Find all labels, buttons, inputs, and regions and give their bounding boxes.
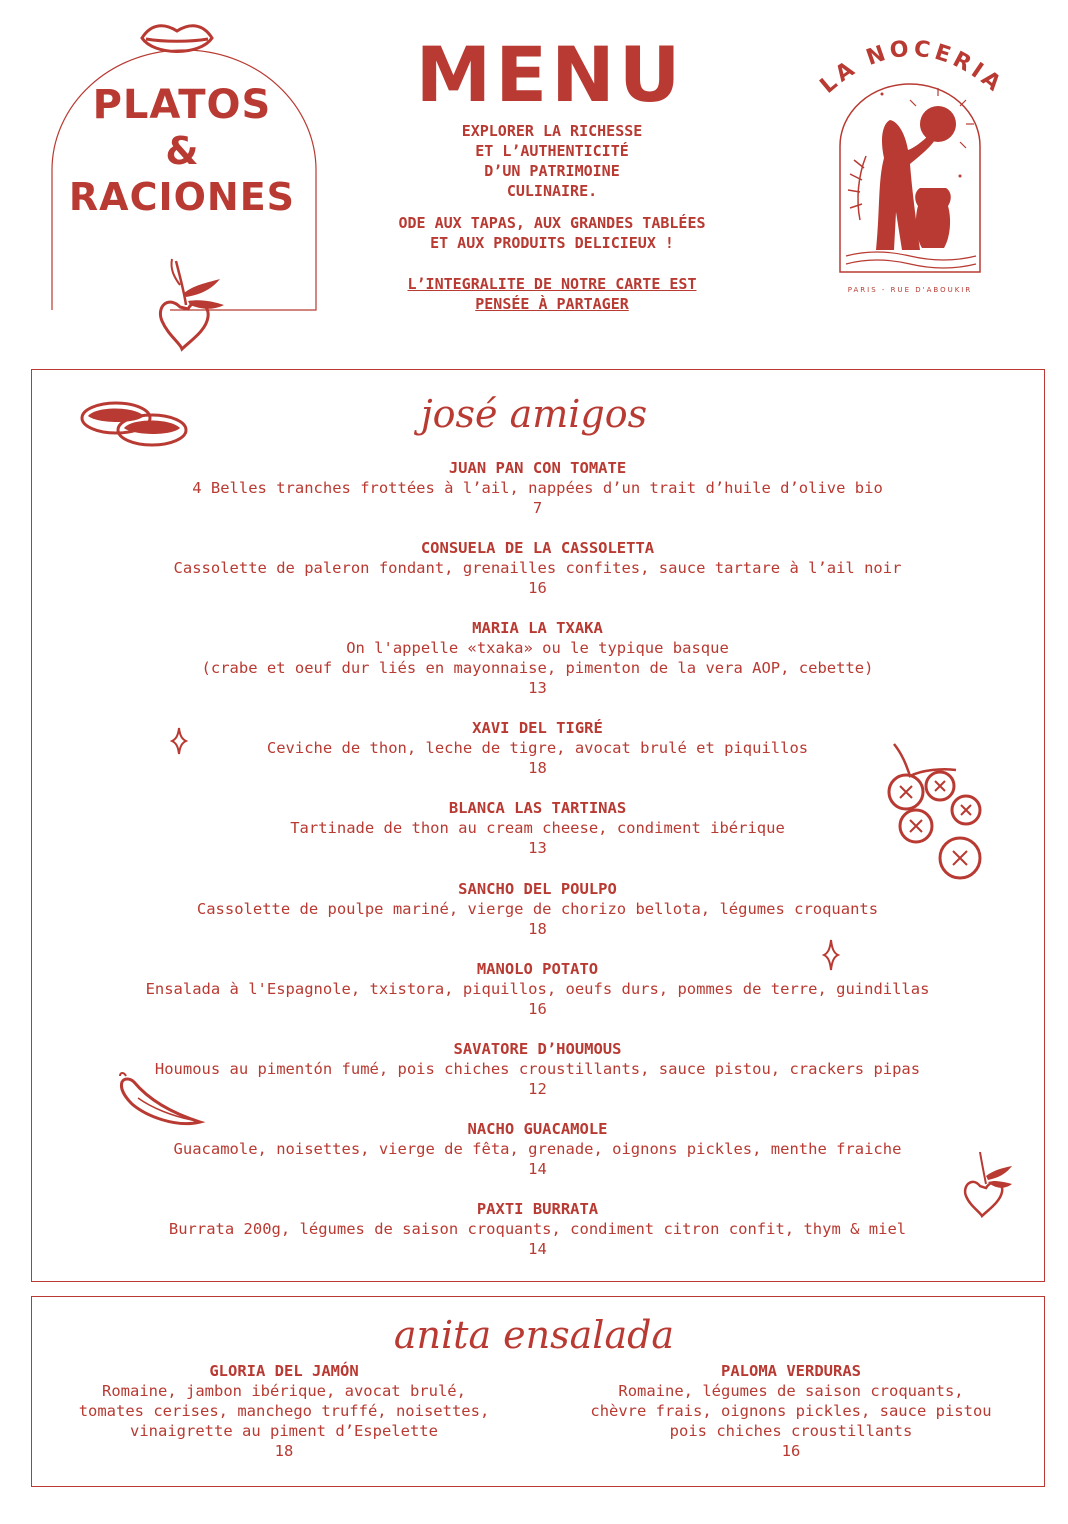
- dish-price: 12: [528, 1080, 547, 1098]
- intro-text-2: ODE AUX TAPAS, AUX GRANDES TABLÉES ET AUX PRODUITS DELICIEUX !: [398, 214, 706, 252]
- dish-item: [60, 959, 1015, 1019]
- dish-price: 14: [528, 1240, 547, 1258]
- lips-icon: [138, 18, 216, 62]
- dish-price: 13: [528, 839, 547, 857]
- chili-pepper-icon: [116, 1070, 208, 1134]
- salad-price: 18: [274, 1442, 294, 1460]
- section-title-jose-amigos: josé amigos: [420, 392, 648, 436]
- dish-name: XAVI DEL TIGRÉ: [472, 719, 603, 737]
- logo-address: PARIS - RUE D'ABOUKIR: [847, 286, 973, 294]
- salad-name: PALOMA VERDURAS: [721, 1362, 861, 1380]
- dish-price: 7: [532, 499, 543, 517]
- dish-name: SANCHO DEL POULPO: [458, 880, 617, 898]
- dish-name: MANOLO POTATO: [476, 960, 599, 978]
- intro-text-1: EXPLORER LA RICHESSE ET L’AUTHENTICITÉ D’UN PATRIMOINE CULINAIRE.: [461, 122, 643, 200]
- dish-description: On l'appelle «txaka» ou le typique basque (crabe et oeuf dur liés en mayonnaise, pimenton de la vera AOP, cebette): [201, 639, 874, 677]
- dish-name: MARIA LA TXAKA: [472, 619, 603, 637]
- bread-icon: [76, 396, 192, 452]
- dish-price: 16: [528, 579, 547, 597]
- woman-sun-logo-icon: [836, 80, 984, 276]
- arch-title-line3: RACIONES: [68, 174, 296, 219]
- salad-description: Romaine, jambon ibérique, avocat brulé, tomates cerises, manchego truffé, noisettes, vinaigrette au piment d’Espelette: [78, 1382, 490, 1440]
- tomato-vine-icon: [882, 740, 986, 888]
- salad-item: [54, 1361, 514, 1461]
- arch-title: [62, 84, 302, 218]
- dish-item: [60, 1199, 1015, 1259]
- dish-name: PAXTI BURRATA: [476, 1200, 599, 1218]
- dish-item: [60, 538, 1015, 598]
- salad-price: 16: [781, 1442, 801, 1460]
- logo-name: LA NOCERIA: [815, 36, 1009, 99]
- menu-title: MENU: [415, 30, 685, 119]
- dish-price: 13: [528, 679, 547, 697]
- dish-price: 16: [528, 1000, 547, 1018]
- section-title-anita-ensalada: anita ensalada: [393, 1313, 675, 1357]
- salad-description: Romaine, légumes de saison croquants, chèvre frais, oignons pickles, sauce pistou pois chiches croustillants: [590, 1382, 992, 1440]
- dish-name: CONSUELA DE LA CASSOLETTA: [420, 539, 655, 557]
- dish-item: [60, 879, 1015, 939]
- dish-item: [60, 618, 1015, 698]
- dish-name: SAVATORE D’HOUMOUS: [453, 1040, 622, 1058]
- dish-price: 18: [528, 920, 547, 938]
- sparkle-icon: [822, 938, 840, 972]
- dish-description: Cassolette de poulpe mariné, vierge de chorizo bellota, légumes croquants: [196, 900, 879, 918]
- dish-description: Guacamole, noisettes, vierge de fêta, grenade, oignons pickles, menthe fraiche: [173, 1140, 902, 1158]
- dish-item: [60, 718, 1015, 778]
- dish-name: NACHO GUACAMOLE: [467, 1120, 608, 1138]
- dish-item: [60, 458, 1015, 518]
- arch-title-line1: PLATOS: [92, 82, 272, 128]
- dish-price: 14: [528, 1160, 547, 1178]
- dish-name: BLANCA LAS TARTINAS: [448, 799, 627, 817]
- dish-description: 4 Belles tranches frottées à l’ail, nappées d’un trait d’huile d’olive bio: [192, 479, 883, 497]
- dish-description: Ceviche de thon, leche de tigre, avocat brulé et piquillos: [266, 739, 809, 757]
- salad-name: GLORIA DEL JAMÓN: [209, 1362, 359, 1380]
- salad-item: [561, 1361, 1021, 1461]
- heart-sprout-icon: [150, 255, 230, 355]
- dish-name: JUAN PAN CON TOMATE: [448, 459, 627, 477]
- dish-item: [60, 798, 1015, 858]
- dish-description: Cassolette de paleron fondant, grenailles confites, sauce tartare à l’ail noir: [173, 559, 902, 577]
- intro-text-3: L’INTEGRALITE DE NOTRE CARTE EST PENSÉE À PARTAGER: [407, 275, 697, 313]
- heart-sprout-icon: [960, 1148, 1016, 1220]
- sparkle-icon: [170, 726, 188, 756]
- arch-title-line2: &: [165, 129, 199, 173]
- dish-description: Ensalada à l'Espagnole, txistora, piquillos, oeufs durs, pommes de terre, guindillas: [145, 980, 930, 998]
- dish-description: Burrata 200g, légumes de saison croquants, condiment citron confit, thym & miel: [168, 1220, 907, 1238]
- dish-description: Tartinade de thon au cream cheese, condiment ibérique: [290, 819, 785, 837]
- dish-price: 18: [528, 759, 547, 777]
- dish-description: Houmous au pimentón fumé, pois chiches croustillants, sauce pistou, crackers pipas: [154, 1060, 921, 1078]
